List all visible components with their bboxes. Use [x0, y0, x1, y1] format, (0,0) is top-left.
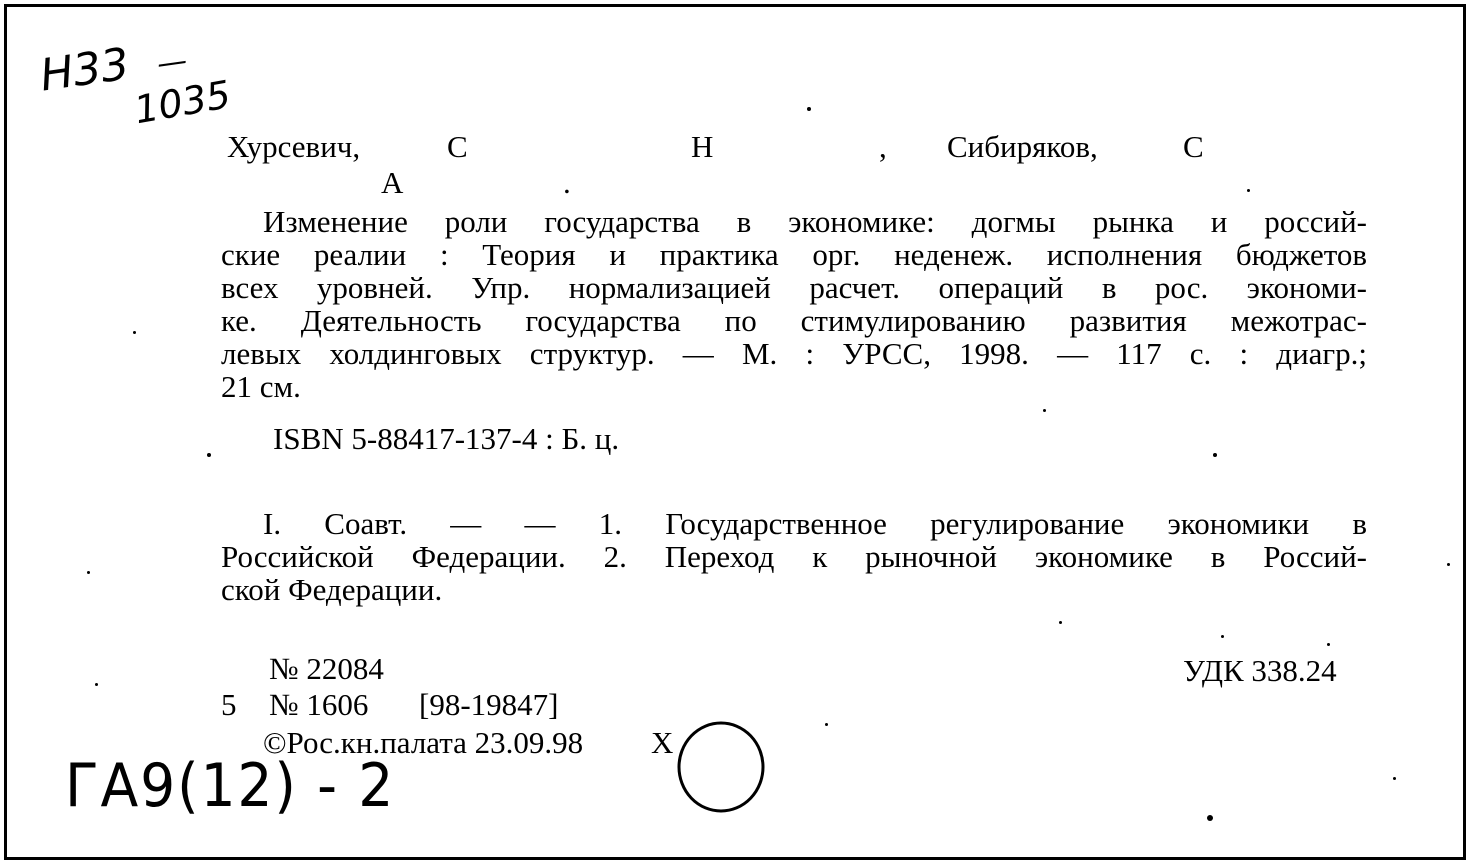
- scan-speck: [1043, 409, 1046, 412]
- description-line: ские реалии : Теория и практика орг. неденеж. исполнения бюджетов: [221, 237, 1367, 272]
- scan-speck: [133, 331, 136, 334]
- scan-speck: [1393, 777, 1396, 780]
- description-line: ке. Деятельность государства по стимулированию развития межотрас-: [221, 303, 1367, 338]
- author-separator-comma: ,: [879, 129, 887, 164]
- udc-code: УДК 338.24: [1183, 653, 1337, 688]
- scan-speck: [1059, 621, 1062, 624]
- catalog-card: [4, 4, 1466, 860]
- description-line: Изменение роли государства в экономике: догмы рынка и россий-: [263, 204, 1367, 239]
- handwritten-top-code: Н33: [37, 38, 133, 102]
- scan-speck: [825, 723, 828, 726]
- handwritten-top-dash: —: [154, 43, 190, 82]
- circle-stamp-icon: [671, 715, 771, 815]
- description-line: всех уровней. Упр. нормализацией расчет. операций в рос. экономи-: [221, 270, 1367, 305]
- scan-speck: [807, 107, 811, 111]
- bracket-code: [98-19847]: [419, 687, 559, 722]
- scan-speck: [1221, 635, 1224, 638]
- subject-last-line: ской Федерации.: [221, 572, 443, 607]
- scan-speck: [207, 453, 211, 457]
- scan-speck: [1207, 815, 1213, 821]
- description-last-line: 21 см.: [221, 369, 301, 404]
- heading-dot: .: [563, 165, 571, 200]
- scan-speck: [1213, 453, 1217, 457]
- author1-initial2: Н: [691, 129, 714, 164]
- isbn: ISBN 5-88417-137-4 : Б. ц.: [273, 421, 620, 456]
- author2-surname: Сибиряков,: [947, 129, 1098, 164]
- stamp-letter: Х: [651, 725, 674, 760]
- scan-speck: [95, 683, 98, 686]
- copyright-line: ©Рос.кн.палата 23.09.98: [263, 725, 584, 760]
- author1-surname: Хурсевич,: [227, 129, 361, 164]
- scan-speck: [87, 571, 90, 574]
- handwritten-bottom-code: ГА9(12) - 2: [65, 751, 396, 821]
- subject-line: I. Соавт. — — 1. Государственное регулирование экономики в: [263, 506, 1367, 541]
- copies-count: 5: [221, 687, 237, 722]
- scan-speck: [1447, 563, 1450, 566]
- order-number: № 1606: [269, 687, 369, 722]
- description-line: левых холдинговых структур. — М. : УРСС, 1998. — 117 с. : диагр.;: [221, 336, 1367, 371]
- record-number: № 22084: [269, 651, 384, 686]
- scan-speck: [1327, 643, 1330, 646]
- subject-line: Российской Федерации. 2. Переход к рыночной экономике в Россий-: [221, 539, 1367, 574]
- author2-initial1: С: [1183, 129, 1204, 164]
- author1-initial1: С: [447, 129, 468, 164]
- scan-speck: [1247, 189, 1250, 192]
- author2-initial2: А: [381, 165, 404, 200]
- handwritten-top-number: 1035: [131, 72, 234, 133]
